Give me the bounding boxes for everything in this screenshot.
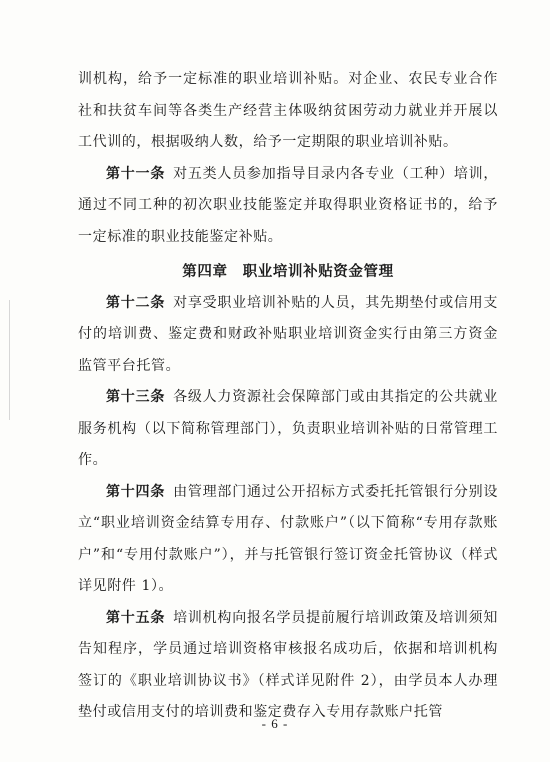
scan-edge-mark xyxy=(9,300,10,420)
document-body xyxy=(78,64,498,729)
article-13 xyxy=(78,382,498,477)
article-14 xyxy=(78,477,498,603)
article-11 xyxy=(78,159,498,254)
article-label: 第十三条 xyxy=(106,389,166,405)
article-label: 第十一条 xyxy=(106,165,166,182)
article-text: 对享受职业培训补贴的人员，其先期垫付或信用支付的培训费、鉴定费和财政补贴职业培训资金实行由第三方资金监管平台托管。 xyxy=(78,294,498,374)
article-label: 第十二条 xyxy=(106,294,166,311)
chapter-heading: 第四章 职业培训补贴资金管理 xyxy=(182,263,394,280)
article-text: 由管理部门通过公开招标方式委托托管银行分别设立“职业培训资金结算专用存、付款账户”（以下简称“专用存款账户”和“专用付款账户”），并与托管银行签订资金托管协议（样式详见附件 1）。 xyxy=(78,483,498,594)
article-text: 各级人力资源社会保障部门或由其指定的公共就业服务机构（以下简称管理部门），负责职业培训补贴的日常管理工作。 xyxy=(78,389,498,468)
paragraph-intro xyxy=(78,64,498,159)
page-number: - 6 - xyxy=(261,716,289,731)
article-text: 培训机构向报名学员提前履行培训政策及培训须知告知程序，学员通过培训资格审核报名成功后，依据和培训机构签订的《职业培训协议书》（样式详见附件 2），由学员本人办理垫付或信用支付的培训费和鉴定费存入专用存款账户托管 xyxy=(78,609,498,720)
article-label: 第十四条 xyxy=(106,483,166,500)
article-12 xyxy=(78,288,498,383)
paragraph-text: 训机构，给予一定标准的职业培训补贴。对企业、农民专业合作社和扶贫车间等各类生产经营主体吸纳贫困劳动力就业并开展以工代训的，根据吸纳人数，给予一定期限的职业培训补贴。 xyxy=(78,71,498,150)
article-text: 对五类人员参加指导目录内各专业（工种）培训，通过不同工种的初次职业技能鉴定并取得职业资格证书的，给予一定标准的职业技能鉴定补贴。 xyxy=(78,165,498,245)
article-label: 第十五条 xyxy=(106,609,166,626)
article-15 xyxy=(78,603,498,729)
